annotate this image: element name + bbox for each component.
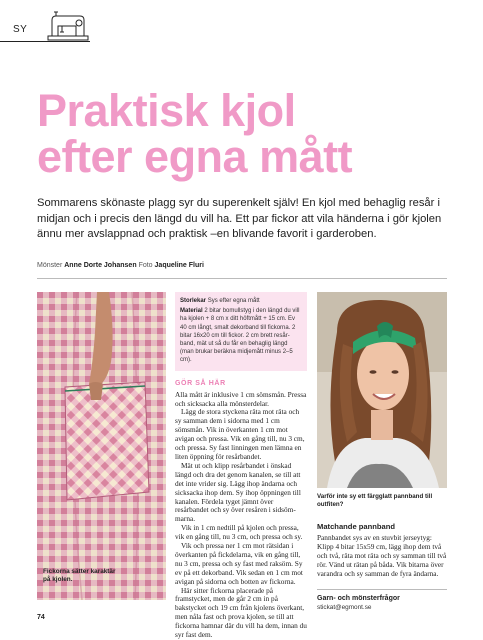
page-header xyxy=(0,0,483,44)
skirt-photo xyxy=(37,292,166,600)
instructions-body xyxy=(175,391,307,640)
facts-box xyxy=(175,292,307,371)
article-title xyxy=(37,85,457,182)
page-number: 74 xyxy=(37,614,45,621)
photo-label: Foto xyxy=(138,262,153,269)
headband-photo-caption: Varför inte sy ett färgglatt pannband till outfiten? xyxy=(317,493,433,508)
article-intro: Sommarens skönaste plagg syr du superenkelt själv! En kjol med behaglig resår i midjan och i precis den längd du vill ha. Ett par fickor att vila händerna i gör kjolen ännu mer avslappnad och praktisk –en blivande favorit i garderoben. xyxy=(37,197,442,240)
header-rule xyxy=(0,41,90,42)
headband-heading: Matchande pannband xyxy=(317,522,396,531)
headband-instructions: Pannbandet sys av en stuvbit jerseytyg: Klipp 4 bitar 15x59 cm, lägg ihop dem två och två, räta mot räta och sy samman till två rör. Vänd ut rätan på båda. Vik bitarna över varandra och sy samman de fyra ändarna. xyxy=(317,533,447,578)
article-credits xyxy=(37,262,204,269)
yarn-questions-heading: Garn- och mönsterfrågor xyxy=(317,594,400,602)
instruction-paragraph: Vik in 1 cm nedtill på kjolen och pressa, vik en gång till, nu 3 cm, och pressa och sy. xyxy=(175,523,303,542)
yarn-divider xyxy=(317,589,447,590)
headband-illustration xyxy=(317,292,447,488)
instruction-paragraph: Vik och pressa ner 1 cm mot rätsidan i överkanten på fickdelarna, vik en gång till, nu 3 cm, pressa och sy fast med raksöm. Sy ev på ett dekorband. Vik sedan en 1 cm mot avigan på sidorna och botten av fickorna. xyxy=(175,541,303,586)
photo-author: Jaqueline Fluri xyxy=(154,262,204,269)
instruction-paragraph: Mät ut och klipp resårbandet i önskad längd och dra det genom kanalen, se till att det inte vrider sig. Lägg ihop ändarna och sicksacka ihop dem. Sy ihop öppningen till kanalen. Fördela tyget jämnt över resårbandet och sy över resåren i sidsömmarna. xyxy=(175,460,301,524)
headband-column xyxy=(317,493,447,611)
title-line-2: efter egna mått xyxy=(37,131,353,182)
sewing-machine-icon xyxy=(46,8,90,42)
material-label: Material xyxy=(180,308,203,315)
skirt-illustration xyxy=(37,292,166,600)
title-line-1: Praktisk kjol xyxy=(37,85,296,136)
contact-email[interactable]: stickat@egmont.se xyxy=(317,603,372,611)
pattern-author: Anne Dorte Johansen xyxy=(64,262,137,269)
instruction-paragraph: Alla mått är inklusive 1 cm sömsmån. Pressa och sicksacka alla mönsterdelar. xyxy=(175,389,307,408)
material-line xyxy=(180,307,302,364)
section-label: SY xyxy=(13,24,28,35)
material-text: 2 bitar bomullstyg i den längd du vill ha kjolen + 8 cm x ditt höftmått + 15 cm. Ev 40 cm långt, smalt dekorband till fickorna. 2 bitar 16x20 cm till fickor. 2 cm brett resårband, mät ut så du får en behaglig längd (man brukar beräkna midjemått minus 2–5 cm). xyxy=(180,308,300,364)
sizes-line xyxy=(180,297,302,305)
section-divider xyxy=(37,278,447,279)
instruction-paragraph: Lägg de stora styckena räta mot räta och sy samman dem i sidorna med 1 cm sömsmån. Vik in överkanten 1 cm mot avigan och pressa. Vik en gång till, nu 3 cm, och pressa. Sy fast linningen men lämna en liten öppning för resårbandet. xyxy=(175,407,305,461)
sizes-text: Sys efter egna mått xyxy=(207,298,260,304)
sizes-label: Storlekar xyxy=(180,298,207,304)
headband-photo xyxy=(317,292,447,488)
pattern-label: Mönster xyxy=(37,262,63,269)
instructions-column xyxy=(175,292,307,640)
instructions-heading: GÖR SÅ HÄR xyxy=(175,379,226,387)
instruction-paragraph: Här sitter fickorna placerade på framstycket, men de går 2 cm in på bakstycket och 19 cm från kjolens överkant, men nåla fast och prova kjolen, se till att fickorna hamnar där du vill ha dem, innan du syr fast dem. xyxy=(175,585,307,640)
skirt-photo-caption: Fickorna sätter karaktär på kjolen. xyxy=(43,568,116,583)
